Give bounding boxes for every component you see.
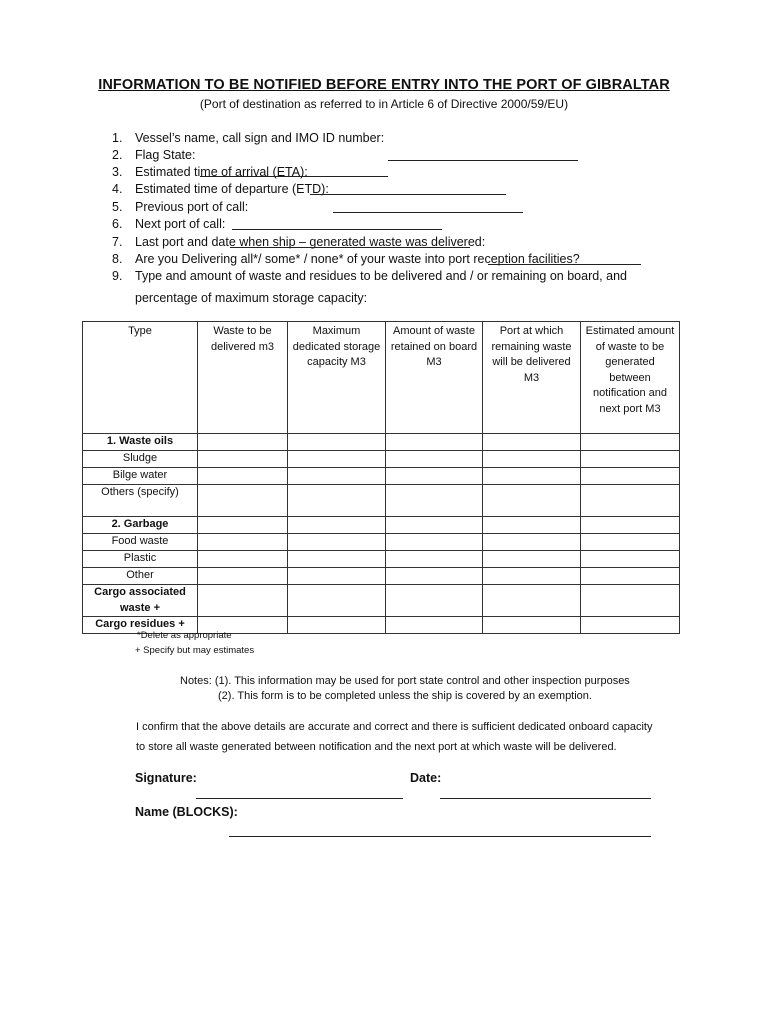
note-2: (2). This form is to be completed unless the ship is covered by an exemption. xyxy=(218,690,592,702)
col-header-max-capacity: Maximum dedicated storage capacity M3 xyxy=(288,322,386,434)
table-cell[interactable] xyxy=(581,485,680,517)
form-subtitle: (Port of destination as referred to in Article 6 of Directive 2000/59/EU) xyxy=(199,97,569,111)
table-cell[interactable] xyxy=(581,534,680,551)
row-label-others: Others (specify) xyxy=(83,485,198,517)
col-header-retained: Amount of waste retained on board M3 xyxy=(386,322,483,434)
table-cell[interactable] xyxy=(198,468,288,485)
table-cell[interactable] xyxy=(288,451,386,468)
table-cell[interactable] xyxy=(288,534,386,551)
col-header-delivered: Waste to be delivered m3 xyxy=(198,322,288,434)
question-8: 8. Are you Delivering all*/ some* / none* of your waste into port reception facilities? xyxy=(112,252,580,266)
date-line[interactable] xyxy=(440,798,651,799)
row-label-plastic: Plastic xyxy=(83,551,198,568)
question-9: 9. Type and amount of waste and residues to be delivered and / or remaining on board, and xyxy=(112,269,627,283)
table-row xyxy=(83,517,680,534)
question-4: 4. Estimated time of departure (ETD): xyxy=(112,182,329,196)
table-cell[interactable] xyxy=(581,617,680,634)
question-9-continuation: percentage of maximum storage capacity: xyxy=(135,291,368,305)
table-row xyxy=(83,434,680,451)
table-cell[interactable] xyxy=(198,568,288,585)
table-cell[interactable] xyxy=(386,451,483,468)
table-cell[interactable] xyxy=(386,517,483,534)
table-cell[interactable] xyxy=(288,551,386,568)
table-cell[interactable] xyxy=(198,434,288,451)
row-label-cargo-residues: Cargo residues + xyxy=(83,617,198,634)
table-cell[interactable] xyxy=(386,485,483,517)
table-cell[interactable] xyxy=(198,451,288,468)
table-cell[interactable] xyxy=(386,434,483,451)
table-row xyxy=(83,551,680,568)
row-label-garbage: 2. Garbage xyxy=(83,517,198,534)
table-cell[interactable] xyxy=(483,551,581,568)
table-row xyxy=(83,568,680,585)
question-3: 3. Estimated time of arrival (ETA): xyxy=(112,165,308,179)
table-cell[interactable] xyxy=(288,568,386,585)
col-header-estimated-generated: Estimated amount of waste to be generated between notification and next port M3 xyxy=(581,322,680,434)
table-cell[interactable] xyxy=(386,585,483,617)
table-cell[interactable] xyxy=(483,568,581,585)
table-cell[interactable] xyxy=(386,551,483,568)
table-cell[interactable] xyxy=(483,434,581,451)
table-cell[interactable] xyxy=(386,568,483,585)
table-cell[interactable] xyxy=(198,485,288,517)
table-cell[interactable] xyxy=(483,617,581,634)
table-header-row xyxy=(83,322,680,434)
row-label-other: Other xyxy=(83,568,198,585)
flag-state-answer-line[interactable] xyxy=(388,160,578,161)
table-cell[interactable] xyxy=(483,451,581,468)
table-cell[interactable] xyxy=(483,485,581,517)
table-cell[interactable] xyxy=(581,451,680,468)
table-cell[interactable] xyxy=(288,485,386,517)
note-1: Notes: (1). This information may be used for port state control and other inspection purposes xyxy=(180,675,630,687)
name-line[interactable] xyxy=(229,836,651,837)
next-port-answer-line[interactable] xyxy=(232,229,442,230)
table-cell[interactable] xyxy=(198,517,288,534)
table-cell[interactable] xyxy=(483,534,581,551)
table-cell[interactable] xyxy=(198,551,288,568)
date-label: Date: xyxy=(410,771,442,785)
signature-label: Signature: xyxy=(135,771,197,785)
table-cell[interactable] xyxy=(581,434,680,451)
table-row xyxy=(83,451,680,468)
table-row xyxy=(83,585,680,617)
table-cell[interactable] xyxy=(386,468,483,485)
table-cell[interactable] xyxy=(386,534,483,551)
name-label: Name (BLOCKS): xyxy=(135,805,238,819)
form-title: INFORMATION TO BE NOTIFIED BEFORE ENTRY INTO THE PORT OF GIBRALTAR xyxy=(98,77,670,93)
table-cell[interactable] xyxy=(198,534,288,551)
table-cell[interactable] xyxy=(198,585,288,617)
table-cell[interactable] xyxy=(386,617,483,634)
col-header-port-delivered: Port at which remaining waste will be delivered M3 xyxy=(483,322,581,434)
row-label-bilge-water: Bilge water xyxy=(83,468,198,485)
question-6: 6. Next port of call: xyxy=(112,217,226,231)
row-label-cargo-associated-waste: Cargo associated waste + xyxy=(83,585,198,617)
last-port-answer-line[interactable] xyxy=(230,247,470,248)
reception-answer-line[interactable] xyxy=(488,264,641,265)
confirmation-line-2: to store all waste generated between notification and the next port at which waste will be delivered. xyxy=(136,741,617,753)
col-header-type: Type xyxy=(83,322,198,434)
waste-table xyxy=(82,321,680,634)
table-row xyxy=(83,485,680,517)
table-cell[interactable] xyxy=(483,585,581,617)
row-label-waste-oils: 1. Waste oils xyxy=(83,434,198,451)
table-row xyxy=(83,534,680,551)
table-cell[interactable] xyxy=(581,468,680,485)
table-cell[interactable] xyxy=(288,468,386,485)
signature-line[interactable] xyxy=(196,798,403,799)
table-cell[interactable] xyxy=(288,617,386,634)
previous-port-answer-line[interactable] xyxy=(333,212,523,213)
question-7: 7. Last port and date when ship – generated waste was delivered: xyxy=(112,235,486,249)
eta-answer-line[interactable] xyxy=(200,176,388,177)
table-cell[interactable] xyxy=(581,551,680,568)
table-cell[interactable] xyxy=(483,468,581,485)
table-cell[interactable] xyxy=(483,517,581,534)
confirmation-line-1: I confirm that the above details are accurate and correct and there is sufficient dedicated onboard capacity xyxy=(136,721,653,733)
footnote-delete: *Delete as appropriate xyxy=(137,630,232,641)
row-label-food-waste: Food waste xyxy=(83,534,198,551)
question-2: 2. Flag State: xyxy=(112,148,196,162)
question-5: 5. Previous port of call: xyxy=(112,200,249,214)
question-1: 1. Vessel’s name, call sign and IMO ID number: xyxy=(112,131,385,145)
table-cell[interactable] xyxy=(288,517,386,534)
table-cell[interactable] xyxy=(581,585,680,617)
table-cell[interactable] xyxy=(581,568,680,585)
table-cell[interactable] xyxy=(581,517,680,534)
table-row xyxy=(83,468,680,485)
footnote-specify: + Specify but may estimates xyxy=(135,645,255,656)
row-label-sludge: Sludge xyxy=(83,451,198,468)
table-cell[interactable] xyxy=(288,585,386,617)
etd-answer-line[interactable] xyxy=(310,194,506,195)
table-cell[interactable] xyxy=(288,434,386,451)
